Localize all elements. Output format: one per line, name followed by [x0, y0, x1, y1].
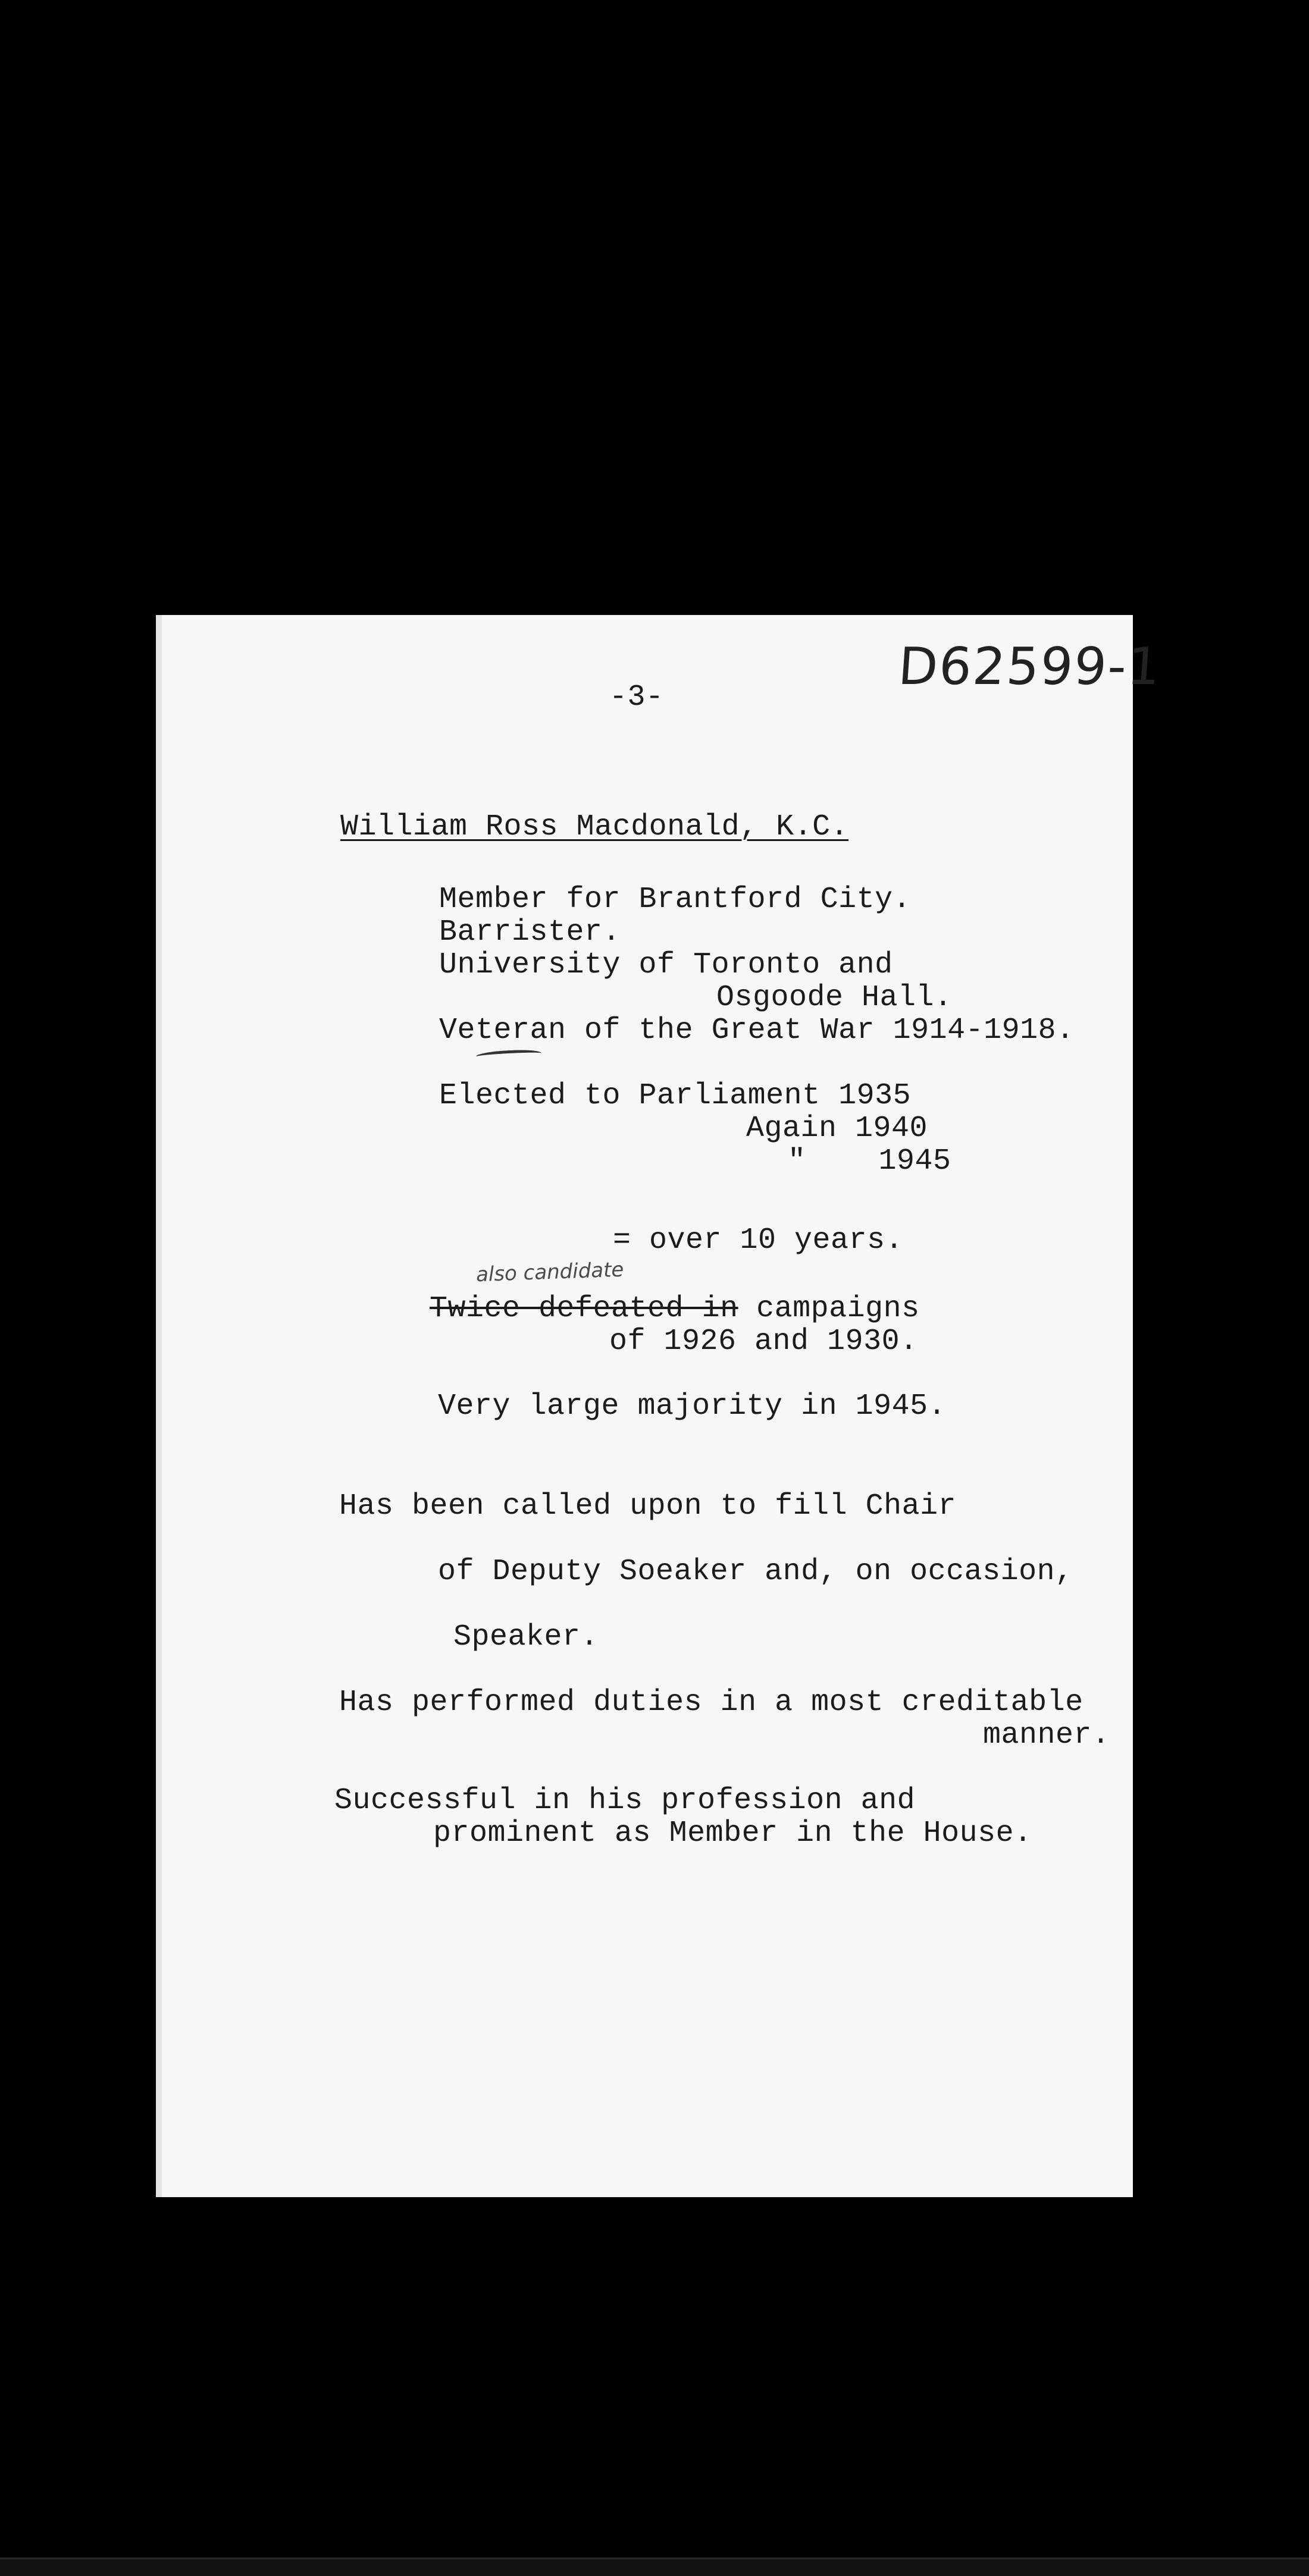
heading-name: William Ross Macdonald, K.C. [340, 810, 849, 844]
line-duties-2: manner. [983, 1718, 1110, 1752]
line-veteran: Veteran of the Great War 1914-1918. [439, 1014, 1075, 1047]
line-university: University of Toronto and [439, 948, 893, 982]
line-chair-2: of Deputy Soeaker and, on occasion, [438, 1555, 1073, 1589]
line-barrister: Barrister. [439, 915, 621, 949]
line-osgoode: Osgoode Hall. [716, 981, 953, 1015]
line-again: Again 1940 [746, 1112, 928, 1146]
line-member: Member for Brantford City. [439, 883, 912, 917]
line-over-years: = over 10 years. [613, 1223, 904, 1257]
page-number: -3- [609, 680, 664, 714]
pen-mark-veteran [476, 1049, 542, 1061]
line-ditto: " 1945 [788, 1144, 951, 1178]
line-success-1: Successful in his profession and [334, 1784, 916, 1818]
line-twice-defeated [430, 1294, 920, 1324]
scan-bottom-edge [0, 2558, 1309, 2576]
struck-text: Twice defeated in [430, 1292, 738, 1326]
line-success-2: prominent as Member in the House. [433, 1816, 1032, 1850]
line-campaign-years: of 1926 and 1930. [609, 1325, 918, 1358]
line-chair-1: Has been called upon to fill Chair [339, 1489, 957, 1523]
handwritten-annotation: also candidate [475, 1257, 625, 1287]
line-elected: Elected to Parliament 1935 [439, 1079, 912, 1113]
line-chair-3: Speaker. [453, 1620, 599, 1654]
line-duties-1: Has performed duties in a most creditable [339, 1686, 1083, 1720]
campaigns-text: campaigns [738, 1292, 920, 1326]
line-majority: Very large majority in 1945. [438, 1389, 947, 1423]
document-page [156, 615, 1164, 2197]
document-id-handwritten: D62599-1 [896, 637, 1164, 696]
